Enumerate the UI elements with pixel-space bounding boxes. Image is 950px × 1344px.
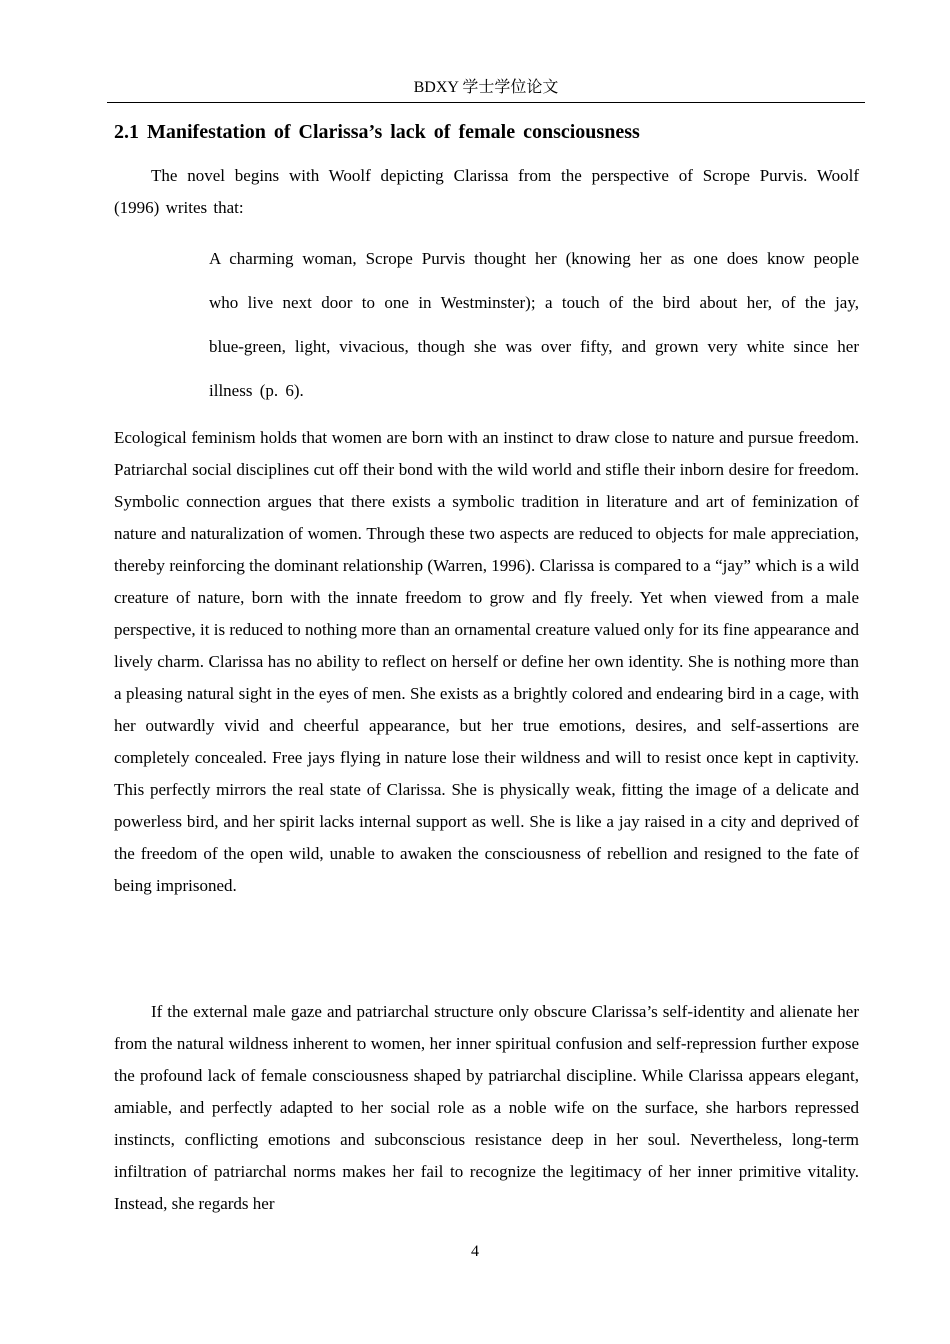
- page-number: 4: [471, 1243, 479, 1260]
- section-title: 2.1 Manifestation of Clarissa’s lack of female consciousness: [114, 121, 640, 143]
- body-paragraph-ecofeminism: Ecological feminism holds that women are born with an instinct to draw close to nature and pursue freedom. Patriarchal social disciplines cut off their bond with the wild world and stifle their inborn desire for freedom. Symbolic connection argues that there exists a symbolic tradition in literature and art of feminization of nature and naturalization of women. Through these two aspects are reduced to objects for male appreciation, thereby reinforcing the dominant relationship (Warren, 1996). Clarissa is compared to a “jay” which is a wild creature of nature, born with the innate freedom to grow and fly freely. Yet when viewed from a male perspective, it is reduced to nothing more than an ornamental creature valued only for its fine appearance and lively charm. Clarissa has no ability to reflect on herself or define her own identity. She is nothing more than a pleasing natural sight in the eyes of men. She exists as a brightly colored and endearing bird in a cage, with her outwardly vivid and cheerful appearance, but her true emotions, desires, and self-assertions are completely concealed. Free jays flying in nature lose their wildness and will to resist once kept in captivity. This perfectly mirrors the real state of Clarissa. She is physically weak, fitting the image of a delicate and powerless bird, and her spirit lacks internal support as well. She is like a jay raised in a city and deprived of the freedom of the open wild, unable to awaken the consciousness of rebellion and resigned to the fate of being imprisoned.: [114, 428, 859, 895]
- body-paragraph-male-gaze: If the external male gaze and patriarchal structure only obscure Clarissa’s self-identity and alienate her from the natural wildness inherent to women, her inner spiritual confusion and self-repression further expose the profound lack of female consciousness shaped by patriarchal discipline. While Clarissa appears elegant, amiable, and perfectly adapted to her social role as a noble wife on the surface, she harbors repressed instincts, conflicting emotions and subconscious resistance deep in her soul. Nevertheless, long-term infiltration of patriarchal norms makes her fail to recognize the legitimacy of her inner primitive vitality. Instead, she regards her: [114, 1002, 859, 1213]
- block-quote: A charming woman, Scrope Purvis thought her (knowing her as one does know people who live next door to one in Westminster); a touch of the bird about her, of the jay, blue-green, light, vivacious, though she was over fifty, and grown very white since her illness (p. 6).: [209, 249, 859, 400]
- intro-paragraph: The novel begins with Woolf depicting Clarissa from the perspective of Scrope Purvis. Woolf (1996) writes that:: [114, 166, 859, 217]
- header-rule: [107, 102, 865, 103]
- running-header: BDXY 学士学位论文: [413, 79, 559, 96]
